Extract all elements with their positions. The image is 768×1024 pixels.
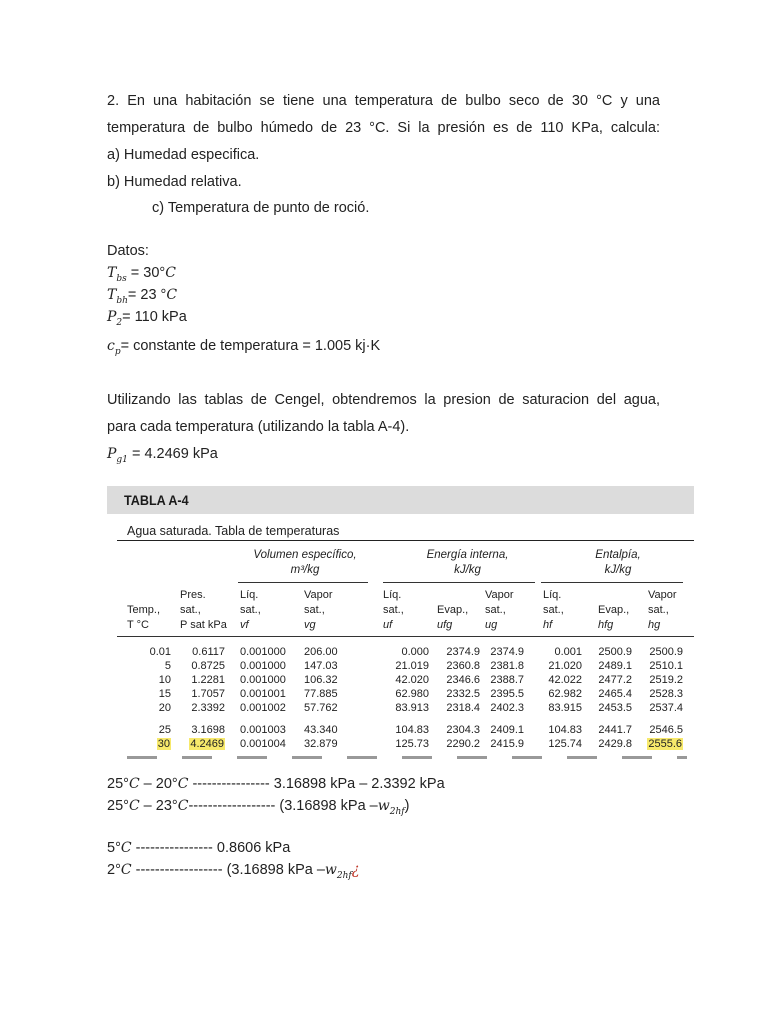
cell-value: 0.001001 bbox=[240, 688, 286, 700]
column-header-9-line-1: sat., bbox=[648, 604, 669, 616]
question-b: b) Humedad relativa. bbox=[107, 174, 242, 190]
group-header-volumen bbox=[240, 548, 370, 578]
column-header-2 bbox=[240, 588, 261, 633]
group-header-entalpia bbox=[543, 548, 693, 578]
table-cell bbox=[304, 724, 338, 736]
pg1-value: = 4.2469 kPa bbox=[127, 446, 218, 462]
table-cell bbox=[304, 738, 338, 750]
cell-value: 125.74 bbox=[548, 738, 582, 750]
table-cell bbox=[189, 738, 225, 750]
cell-value: 15 bbox=[158, 688, 171, 700]
table-cell bbox=[240, 688, 286, 700]
table-cell bbox=[157, 738, 171, 750]
table-cell bbox=[490, 738, 524, 750]
table-cell bbox=[446, 646, 480, 658]
cell-value: 0.001000 bbox=[240, 660, 286, 672]
tbs-value: = 30° bbox=[126, 265, 166, 281]
table-cell bbox=[490, 688, 524, 700]
cell-value: 147.03 bbox=[304, 660, 338, 672]
table-cell bbox=[159, 724, 171, 736]
column-header-4-line-2: uf bbox=[383, 619, 393, 631]
group-volumen-l1: Volumen específico, bbox=[253, 549, 357, 561]
tbh-subscript: bh bbox=[116, 295, 128, 306]
cell-value: 2465.4 bbox=[598, 688, 632, 700]
column-header-7-line-0: Líq. bbox=[543, 589, 562, 601]
group-volumen-l2: m³/kg bbox=[290, 564, 320, 576]
p2-subscript: 2 bbox=[116, 317, 123, 328]
column-header-1-line-0: Pres. bbox=[180, 589, 206, 601]
cell-value: 2318.4 bbox=[446, 702, 480, 714]
table-title-bar bbox=[107, 486, 694, 514]
cell-value: 2441.7 bbox=[598, 724, 632, 736]
cell-value: 2409.1 bbox=[490, 724, 524, 736]
cell-value: 2489.1 bbox=[598, 660, 632, 672]
table-cell bbox=[446, 724, 480, 736]
column-header-8 bbox=[598, 588, 629, 633]
table-cell bbox=[395, 688, 429, 700]
cell-value: 2290.2 bbox=[446, 738, 480, 750]
table-cell bbox=[191, 674, 225, 686]
cell-value: 2374.9 bbox=[490, 646, 524, 658]
table-cell bbox=[647, 738, 683, 750]
cell-value: 42.020 bbox=[395, 674, 429, 686]
column-header-7 bbox=[543, 588, 564, 633]
question-a: a) Humedad especifica. bbox=[107, 147, 260, 163]
column-header-7-line-2: hf bbox=[543, 619, 553, 631]
cell-value: 0.001000 bbox=[240, 674, 286, 686]
problem-line-2: temperatura de bulbo húmedo de 23 °C. Si la presión es de 110 KPa, calcula: bbox=[107, 120, 660, 136]
cell-value: 0.01 bbox=[149, 646, 171, 658]
cell-value: 2555.6 bbox=[648, 738, 682, 750]
table-cell bbox=[304, 660, 338, 672]
column-header-3-line-1: sat., bbox=[304, 604, 325, 616]
calc-r4-a-unit: C bbox=[120, 862, 132, 878]
table-cell bbox=[446, 702, 480, 714]
cell-value: 62.982 bbox=[548, 688, 582, 700]
cell-value: 0.6117 bbox=[192, 646, 225, 658]
cell-value: 2453.5 bbox=[598, 702, 632, 714]
cp-value: = constante de temperatura = 1.005 kj·K bbox=[120, 338, 381, 354]
table-cell bbox=[446, 674, 480, 686]
column-header-4-line-1: sat., bbox=[383, 604, 404, 616]
question-c: c) Temperatura de punto de roció. bbox=[152, 200, 370, 216]
cell-value: 83.913 bbox=[395, 702, 429, 714]
table-cell bbox=[159, 688, 171, 700]
paragraph-line-1: Utilizando las tablas de Cengel, obtendremos la presion de saturacion del agua, bbox=[107, 392, 660, 408]
calc-r4-w-sub: 2hf bbox=[336, 870, 352, 881]
cell-value: 0.001003 bbox=[240, 724, 286, 736]
column-header-9-line-2: hg bbox=[648, 619, 661, 631]
cell-value: 2.3392 bbox=[191, 702, 225, 714]
table-cell bbox=[159, 674, 171, 686]
datos-title: Datos: bbox=[107, 243, 149, 259]
cell-value: 5 bbox=[164, 660, 171, 672]
tbh-unit: C bbox=[166, 287, 178, 303]
cut-off-row-fragment bbox=[127, 756, 687, 759]
calc-r2-w-sub: 2hf bbox=[389, 806, 405, 817]
column-header-6-line-1: sat., bbox=[485, 604, 506, 616]
table-cell bbox=[446, 688, 480, 700]
table-cell bbox=[554, 646, 582, 658]
cell-value: 21.020 bbox=[548, 660, 582, 672]
cell-value: 2388.7 bbox=[490, 674, 524, 686]
cell-value: 2381.8 bbox=[490, 660, 524, 672]
table-cell bbox=[240, 702, 286, 714]
tbs-unit: C bbox=[165, 265, 176, 281]
table-cell bbox=[649, 660, 683, 672]
cell-value: 2519.2 bbox=[649, 674, 683, 686]
column-header-1 bbox=[180, 588, 227, 633]
calc-r2-a-unit: C bbox=[128, 798, 140, 814]
column-header-5-line-1: Evap., bbox=[437, 604, 469, 616]
group-rule-energia bbox=[383, 582, 535, 583]
cell-value: 2546.5 bbox=[649, 724, 683, 736]
table-cell bbox=[191, 660, 225, 672]
calc-r1-b-unit: C bbox=[177, 776, 189, 792]
cell-value: 43.340 bbox=[304, 724, 338, 736]
calc-row-4 bbox=[107, 862, 360, 881]
cell-value: 2415.9 bbox=[490, 738, 524, 750]
calc-row-1 bbox=[107, 776, 445, 792]
table-cell bbox=[649, 688, 683, 700]
table-cell bbox=[548, 674, 582, 686]
table-cell bbox=[240, 738, 286, 750]
table-cell bbox=[395, 702, 429, 714]
calc-r4-w: w bbox=[324, 862, 337, 878]
cell-value: 2477.2 bbox=[598, 674, 632, 686]
cell-value: 4.2469 bbox=[190, 738, 224, 750]
table-cell bbox=[649, 724, 683, 736]
table-cell bbox=[490, 660, 524, 672]
column-header-8-line-0 bbox=[598, 588, 629, 603]
table-cell bbox=[395, 674, 429, 686]
group-entalpia-l1: Entalpía, bbox=[595, 549, 641, 561]
table-title: TABLA A-4 bbox=[124, 492, 189, 508]
column-header-0 bbox=[127, 588, 160, 633]
cell-value: 2402.3 bbox=[490, 702, 524, 714]
group-rule-entalpia bbox=[541, 582, 683, 583]
column-header-6-line-2: ug bbox=[485, 619, 498, 631]
calc-r3-a-unit: C bbox=[120, 840, 132, 856]
column-header-7-line-1: sat., bbox=[543, 604, 564, 616]
calc-r4-a: 2° bbox=[107, 862, 121, 878]
cell-value: 10 bbox=[158, 674, 171, 686]
column-header-1-line-1: sat., bbox=[180, 604, 201, 616]
column-header-3-line-0: Vapor bbox=[304, 589, 333, 601]
column-header-8-line-2: hfg bbox=[598, 619, 614, 631]
p2-value: = 110 kPa bbox=[122, 309, 187, 325]
cell-value: 2332.5 bbox=[446, 688, 480, 700]
table-cell bbox=[304, 646, 338, 658]
table-cell bbox=[240, 674, 286, 686]
cell-value: 0.8725 bbox=[191, 660, 225, 672]
table-cell bbox=[191, 688, 225, 700]
cp-subscript: p bbox=[114, 346, 121, 357]
header-bottom-rule bbox=[117, 636, 694, 637]
column-header-1-line-2: P sat kPa bbox=[180, 619, 227, 631]
cell-value: 2346.6 bbox=[446, 674, 480, 686]
cell-value: 2374.9 bbox=[446, 646, 480, 658]
datos-tbh bbox=[107, 287, 177, 306]
calc-r2-rest: ------------------ (3.16898 kPa – bbox=[188, 798, 378, 814]
cell-value: 0.001002 bbox=[240, 702, 286, 714]
table-cell bbox=[304, 688, 338, 700]
cell-value: 25 bbox=[158, 724, 171, 736]
column-header-2-line-1: sat., bbox=[240, 604, 261, 616]
table-cell bbox=[159, 702, 171, 714]
cell-value: 83.915 bbox=[548, 702, 582, 714]
pg1-symbol: P bbox=[107, 446, 117, 462]
calc-r1-b: – 20° bbox=[139, 776, 178, 792]
group-energia-l2: kJ/kg bbox=[454, 564, 481, 576]
table-cell bbox=[598, 724, 632, 736]
cell-value: 2304.3 bbox=[446, 724, 480, 736]
cell-value: 57.762 bbox=[304, 702, 338, 714]
table-cell bbox=[649, 674, 683, 686]
cell-value: 62.980 bbox=[395, 688, 429, 700]
cell-value: 3.1698 bbox=[191, 724, 225, 736]
cell-value: 1.7057 bbox=[191, 688, 225, 700]
calc-r1-a: 25° bbox=[107, 776, 129, 792]
calc-r2-a: 25° bbox=[107, 798, 129, 814]
table-cell bbox=[401, 646, 429, 658]
table-cell bbox=[150, 646, 171, 658]
cell-value: 125.73 bbox=[395, 738, 429, 750]
table-cell bbox=[490, 724, 524, 736]
cell-value: 30 bbox=[157, 738, 170, 750]
table-cell bbox=[395, 724, 429, 736]
cell-value: 0.001000 bbox=[240, 646, 286, 658]
column-header-6-line-0: Vapor bbox=[485, 589, 514, 601]
p2-symbol: P bbox=[107, 309, 117, 325]
tbs-symbol: T bbox=[107, 265, 117, 281]
datos-p2 bbox=[107, 309, 187, 328]
column-header-5-line-0 bbox=[437, 588, 468, 603]
tbs-subscript: bs bbox=[116, 273, 127, 284]
calc-r2-w: w bbox=[377, 798, 390, 814]
table-cell bbox=[192, 646, 225, 658]
table-top-rule bbox=[117, 540, 694, 541]
cell-value: 1.2281 bbox=[191, 674, 225, 686]
column-header-4-line-0: Líq. bbox=[383, 589, 402, 601]
cell-value: 2537.4 bbox=[649, 702, 683, 714]
calc-r3-rest: ---------------- 0.8606 kPa bbox=[131, 840, 291, 856]
group-rule-volumen bbox=[238, 582, 368, 583]
table-cell bbox=[490, 646, 524, 658]
cell-value: 0.000 bbox=[401, 646, 429, 658]
calc-row-2 bbox=[107, 798, 409, 817]
table-subtitle: Agua saturada. Tabla de temperaturas bbox=[127, 524, 340, 538]
column-header-5 bbox=[437, 588, 468, 633]
cell-value: 2500.9 bbox=[649, 646, 683, 658]
column-header-2-line-0: Líq. bbox=[240, 589, 259, 601]
tbh-symbol: T bbox=[107, 287, 117, 303]
calc-r1-a-unit: C bbox=[128, 776, 140, 792]
cell-value: 0.001 bbox=[554, 646, 582, 658]
table-cell bbox=[548, 688, 582, 700]
cell-value: 2510.1 bbox=[649, 660, 683, 672]
cell-value: 77.885 bbox=[304, 688, 338, 700]
cell-value: 106.32 bbox=[304, 674, 338, 686]
table-cell bbox=[598, 688, 632, 700]
column-header-0-line-0 bbox=[127, 588, 160, 603]
table-cell bbox=[304, 702, 338, 714]
table-cell bbox=[240, 646, 286, 658]
calc-r4-rest: ------------------ (3.16898 kPa – bbox=[131, 862, 325, 878]
column-header-2-line-2: vf bbox=[240, 619, 249, 631]
table-cell bbox=[240, 724, 286, 736]
column-header-6 bbox=[485, 588, 514, 633]
column-header-9-line-0: Vapor bbox=[648, 589, 677, 601]
cell-value: 2395.5 bbox=[490, 688, 524, 700]
column-header-9 bbox=[648, 588, 677, 633]
cell-value: 21.019 bbox=[395, 660, 429, 672]
cell-value: 20 bbox=[158, 702, 171, 714]
column-header-5-line-2: ufg bbox=[437, 619, 453, 631]
cell-value: 32.879 bbox=[304, 738, 338, 750]
table-cell bbox=[446, 660, 480, 672]
table-cell bbox=[598, 702, 632, 714]
cell-value: 206.00 bbox=[304, 646, 338, 658]
datos-tbs bbox=[107, 265, 176, 284]
table-cell bbox=[304, 674, 338, 686]
column-header-3-line-2: vg bbox=[304, 619, 316, 631]
table-cell bbox=[598, 660, 632, 672]
table-cell bbox=[490, 674, 524, 686]
column-header-0-line-1: Temp., bbox=[127, 604, 161, 616]
table-cell bbox=[395, 738, 429, 750]
column-header-4 bbox=[383, 588, 404, 633]
table-cell bbox=[598, 674, 632, 686]
calc-r2-b: – 23° bbox=[139, 798, 178, 814]
table-cell bbox=[240, 660, 286, 672]
table-cell bbox=[598, 738, 632, 750]
cell-value: 2500.9 bbox=[598, 646, 632, 658]
cell-value: 2429.8 bbox=[598, 738, 632, 750]
table-cell bbox=[191, 702, 225, 714]
cell-value: 2360.8 bbox=[446, 660, 480, 672]
cell-value: 104.83 bbox=[548, 724, 582, 736]
table-cell bbox=[446, 738, 480, 750]
problem-line-1: 2. En una habitación se tiene una temperatura de bulbo seco de 30 °C y una bbox=[107, 93, 660, 109]
paragraph-line-2: para cada temperatura (utilizando la tabla A-4). bbox=[107, 419, 410, 435]
calc-r3-a: 5° bbox=[107, 840, 121, 856]
table-cell bbox=[649, 702, 683, 714]
pg1-value-line bbox=[107, 446, 218, 465]
cell-value: 42.022 bbox=[548, 674, 582, 686]
table-cell bbox=[490, 702, 524, 714]
pg1-subscript: g1 bbox=[116, 454, 128, 465]
table-cell bbox=[548, 660, 582, 672]
cp-symbol: c bbox=[107, 338, 115, 354]
table-cell bbox=[395, 660, 429, 672]
group-energia-l1: Energía interna, bbox=[426, 549, 509, 561]
column-header-3 bbox=[304, 588, 333, 633]
table-cell bbox=[598, 646, 632, 658]
tbh-value: = 23 ° bbox=[127, 287, 167, 303]
column-header-0-line-2: T °C bbox=[127, 619, 149, 631]
tabla-a4-image bbox=[107, 486, 694, 759]
table-cell bbox=[649, 646, 683, 658]
calc-r4-end: ¿ bbox=[351, 862, 360, 878]
calc-row-3 bbox=[107, 840, 290, 856]
cell-value: 0.001004 bbox=[240, 738, 286, 750]
table-cell bbox=[165, 660, 171, 672]
column-header-8-line-1: Evap., bbox=[598, 604, 630, 616]
calc-r1-rest: ---------------- 3.16898 kPa – 2.3392 kPa bbox=[188, 776, 445, 792]
group-entalpia-l2: kJ/kg bbox=[604, 564, 632, 576]
calc-r2-b-unit: C bbox=[177, 798, 189, 814]
table-cell bbox=[548, 738, 582, 750]
datos-cp bbox=[107, 338, 380, 357]
table-cell bbox=[191, 724, 225, 736]
calc-r2-end: ) bbox=[404, 798, 410, 814]
cell-value: 104.83 bbox=[395, 724, 429, 736]
table-cell bbox=[548, 702, 582, 714]
group-header-energia bbox=[385, 548, 550, 578]
cell-value: 2528.3 bbox=[649, 688, 683, 700]
table-cell bbox=[548, 724, 582, 736]
